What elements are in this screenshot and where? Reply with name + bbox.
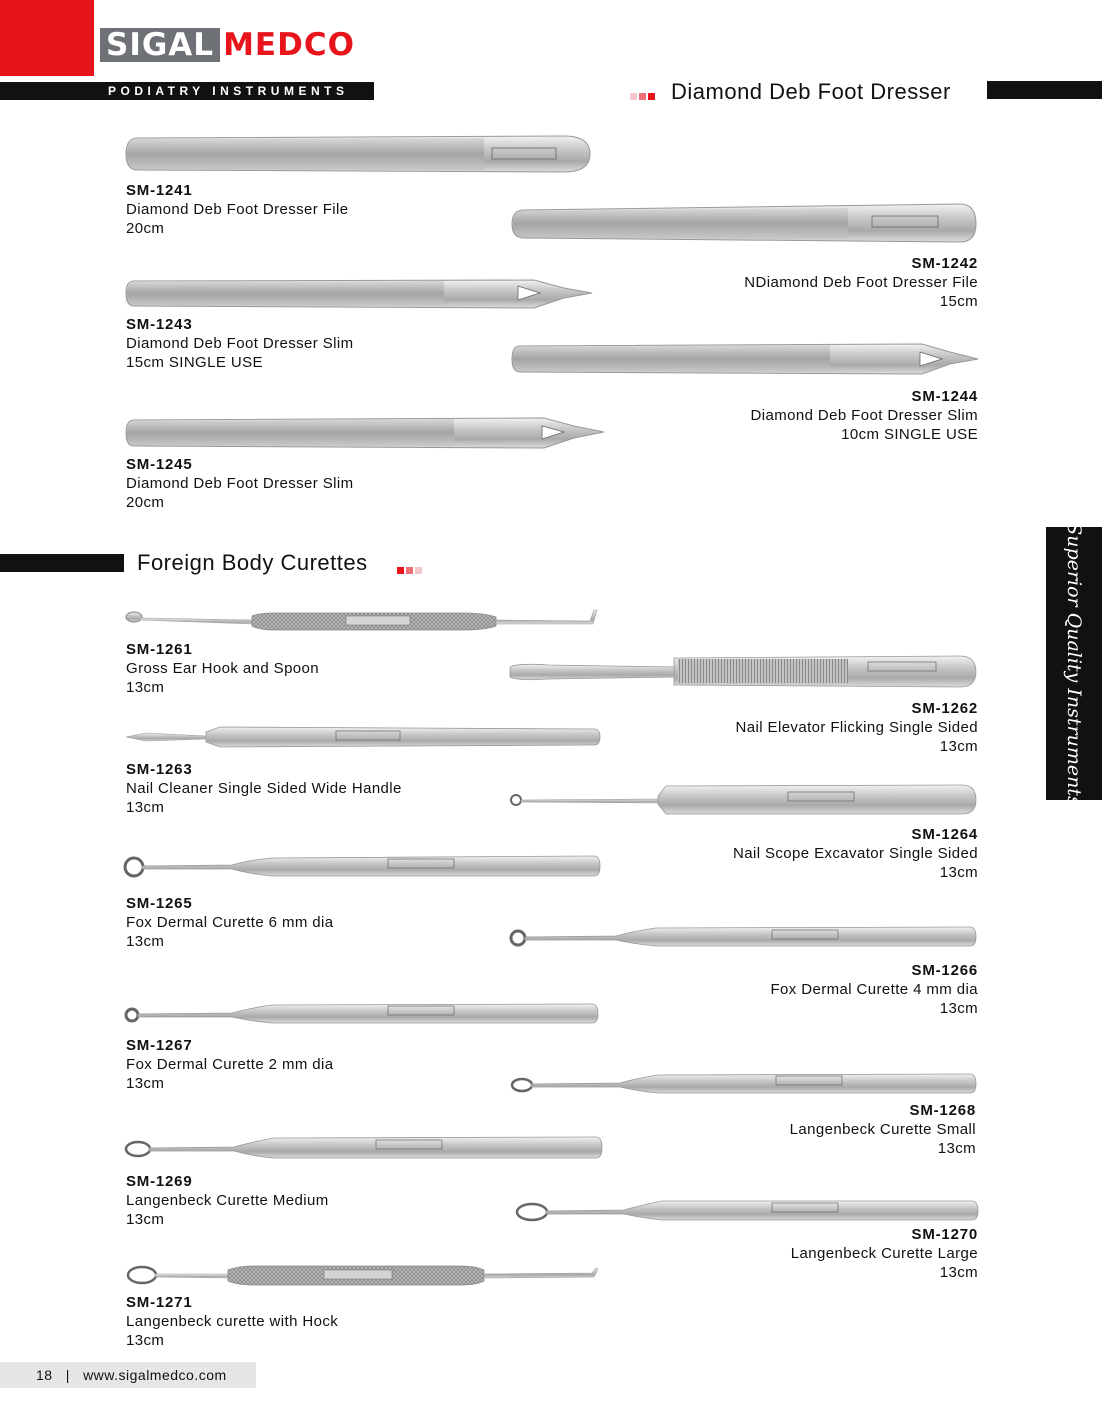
section-squares-icon <box>397 562 424 580</box>
product-name: Fox Dermal Curette 6 mm dia <box>126 914 334 931</box>
product-name: Diamond Deb Foot Dresser File <box>126 201 349 218</box>
instrument-sm-1245-image <box>124 416 606 450</box>
product-name: NDiamond Deb Foot Dresser File <box>744 274 978 291</box>
product-code: SM-1262 <box>911 700 978 717</box>
product-caption-sm-1241 <box>126 181 349 238</box>
product-caption-sm-1270 <box>791 1225 978 1282</box>
section-bar <box>987 81 1102 99</box>
product-code: SM-1264 <box>911 826 978 843</box>
footer-text <box>36 1367 227 1383</box>
product-name: Nail Scope Excavator Single Sided <box>733 845 978 862</box>
product-size: 13cm <box>939 738 978 755</box>
product-name: Diamond Deb Foot Dresser Slim <box>126 475 354 492</box>
side-tab-text: Superior Quality Instruments <box>1063 521 1085 806</box>
tagline: PODIATRY INSTRUMENTS <box>108 84 349 98</box>
instrument-sm-1268-image <box>508 1071 978 1099</box>
product-code: SM-1267 <box>126 1037 193 1054</box>
product-name: Langenbeck Curette Small <box>789 1121 976 1138</box>
instrument-sm-1266-image <box>508 924 978 952</box>
instrument-sm-1270-image <box>512 1198 980 1226</box>
product-caption-sm-1267 <box>126 1036 334 1093</box>
product-caption-sm-1245 <box>126 455 354 512</box>
product-code: SM-1245 <box>126 456 193 473</box>
instrument-sm-1261-image <box>124 606 600 634</box>
instrument-sm-1241-image <box>124 134 594 174</box>
section-squares-icon <box>630 88 657 106</box>
product-size: 15cm <box>939 293 978 310</box>
section-title-diamond-deb: Diamond Deb Foot Dresser <box>671 79 951 104</box>
page-number: 18 <box>36 1367 53 1383</box>
website-link[interactable]: www.sigalmedco.com <box>83 1367 227 1383</box>
product-code: SM-1241 <box>126 182 193 199</box>
product-caption-sm-1266 <box>770 961 978 1018</box>
instrument-sm-1242-image <box>510 202 980 244</box>
product-code: SM-1261 <box>126 641 193 658</box>
instrument-sm-1263-image <box>124 724 602 750</box>
product-size: 20cm <box>126 220 165 237</box>
section-bar <box>0 554 124 572</box>
product-size: 13cm <box>126 1075 165 1092</box>
footer-separator: | <box>65 1367 70 1383</box>
instrument-sm-1244-image <box>510 342 980 376</box>
product-size: 13cm <box>126 1332 165 1349</box>
product-caption-sm-1265 <box>126 894 334 951</box>
product-name: Nail Elevator Flicking Single Sided <box>735 719 978 736</box>
instrument-sm-1269-image <box>122 1134 604 1164</box>
product-size: 13cm <box>126 933 165 950</box>
product-size: 13cm <box>937 1140 976 1157</box>
product-code: SM-1242 <box>911 255 978 272</box>
product-name: Nail Cleaner Single Sided Wide Handle <box>126 780 402 797</box>
product-caption-sm-1269 <box>126 1172 329 1229</box>
product-size: 13cm <box>939 1264 978 1281</box>
side-tab <box>1046 521 1102 806</box>
instrument-sm-1265-image <box>122 852 602 882</box>
product-code: SM-1263 <box>126 761 193 778</box>
product-name: Fox Dermal Curette 4 mm dia <box>770 981 978 998</box>
product-size: 13cm <box>126 799 165 816</box>
product-code: SM-1271 <box>126 1294 193 1311</box>
product-caption-sm-1242 <box>744 254 978 311</box>
product-code: SM-1265 <box>126 895 193 912</box>
product-size: 20cm <box>126 494 165 511</box>
footer <box>0 1362 256 1388</box>
product-name: Diamond Deb Foot Dresser Slim <box>750 407 978 424</box>
instrument-sm-1262-image <box>508 655 980 689</box>
product-name: Langenbeck curette with Hock <box>126 1313 339 1330</box>
instrument-sm-1271-image <box>124 1260 602 1290</box>
product-caption-sm-1268 <box>790 1101 976 1158</box>
product-caption-sm-1263 <box>126 760 402 817</box>
product-name: Diamond Deb Foot Dresser Slim <box>126 335 354 352</box>
product-size: 13cm <box>939 864 978 881</box>
product-code: SM-1270 <box>911 1226 978 1243</box>
product-code: SM-1266 <box>911 962 978 979</box>
product-size: 13cm <box>126 1211 165 1228</box>
product-caption-sm-1262 <box>736 699 978 756</box>
product-name: Langenbeck Curette Medium <box>126 1192 329 1209</box>
instrument-sm-1267-image <box>122 1000 600 1030</box>
product-caption-sm-1271 <box>126 1293 338 1350</box>
product-size: 10cm SINGLE USE <box>841 426 978 443</box>
product-name: Langenbeck Curette Large <box>790 1245 978 1262</box>
brand-red-corner <box>0 0 94 76</box>
instrument-sm-1264-image <box>508 784 980 816</box>
logo-sigal: SIGAL <box>100 28 220 62</box>
product-code: SM-1268 <box>909 1102 976 1119</box>
product-caption-sm-1264 <box>733 825 978 882</box>
product-code: SM-1269 <box>126 1173 193 1190</box>
product-code: SM-1243 <box>126 316 193 333</box>
product-caption-sm-1244 <box>750 387 978 444</box>
product-caption-sm-1261 <box>126 640 319 697</box>
product-code: SM-1244 <box>911 388 978 405</box>
product-name: Fox Dermal Curette 2 mm dia <box>126 1056 334 1073</box>
product-size: 13cm <box>939 1000 978 1017</box>
instrument-sm-1243-image <box>124 278 596 310</box>
product-size: 15cm SINGLE USE <box>126 354 263 371</box>
product-size: 13cm <box>126 679 165 696</box>
product-name: Gross Ear Hook and Spoon <box>126 660 320 677</box>
brand-logo <box>100 28 355 62</box>
section-title-curettes: Foreign Body Curettes <box>137 550 368 575</box>
product-caption-sm-1243 <box>126 315 354 372</box>
tagline-bar <box>0 82 374 100</box>
logo-medco: MEDCO <box>223 27 355 63</box>
